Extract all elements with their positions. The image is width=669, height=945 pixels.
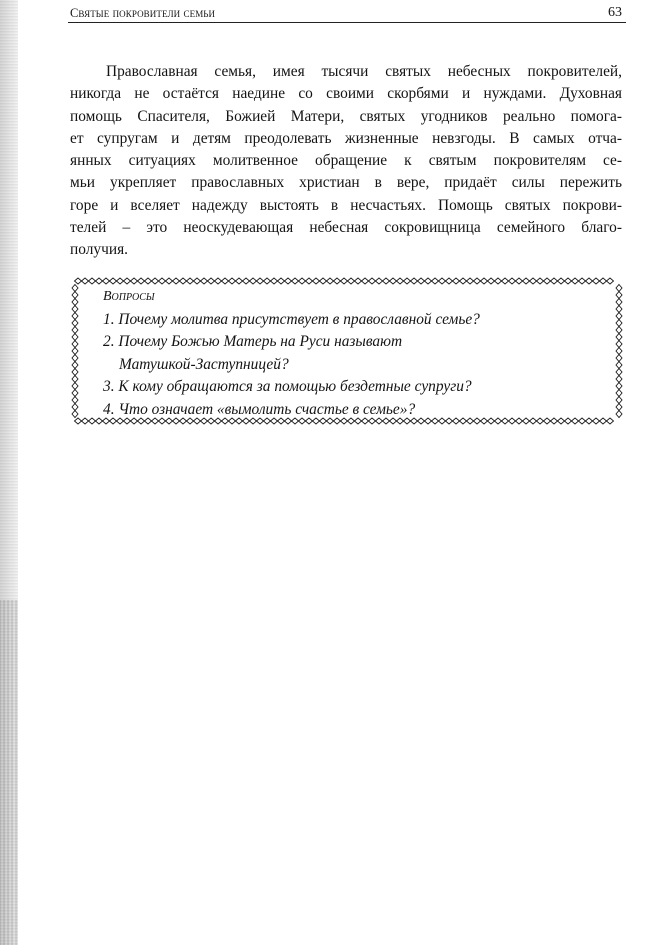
border-diamond — [593, 278, 600, 284]
border-diamond — [537, 418, 544, 424]
border-diamond — [82, 278, 89, 284]
border-diamond — [411, 278, 418, 284]
border-diamond — [383, 278, 390, 284]
border-diamond — [586, 418, 593, 424]
paragraph-line: янных ситуациях молитвенное обращение к святым покровителям се- — [70, 152, 622, 170]
border-diamond — [616, 320, 622, 327]
border-diamond — [306, 278, 313, 284]
border-diamond — [432, 278, 439, 284]
border-diamond — [369, 278, 376, 284]
questions-list — [103, 309, 480, 421]
border-diamond — [481, 278, 488, 284]
border-diamond — [488, 418, 495, 424]
border-diamond — [600, 278, 607, 284]
border-diamond — [579, 418, 586, 424]
border-diamond — [131, 278, 138, 284]
border-diamond — [72, 299, 78, 306]
border-diamond — [616, 404, 622, 411]
border-diamond — [215, 278, 222, 284]
border-diamond — [616, 299, 622, 306]
border-diamond — [72, 390, 78, 397]
border-diamond — [82, 418, 89, 424]
border-diamond — [201, 278, 208, 284]
border-diamond — [593, 418, 600, 424]
question-item: 1. Почему молитва присутствует в православной семье? — [103, 311, 480, 328]
border-diamond — [72, 306, 78, 313]
border-diamond — [509, 278, 516, 284]
paragraph-line: Православная семья, имея тысячи святых небесных покровителей, — [106, 63, 622, 80]
border-diamond — [616, 313, 622, 320]
border-diamond — [558, 418, 565, 424]
border-diamond — [551, 418, 558, 424]
border-diamond — [355, 278, 362, 284]
border-diamond — [397, 278, 404, 284]
border-diamond — [110, 278, 117, 284]
border-diamond — [530, 418, 537, 424]
border-diamond — [607, 418, 614, 424]
border-diamond — [537, 278, 544, 284]
border-diamond — [404, 278, 411, 284]
border-diamond — [334, 278, 341, 284]
border-diamond — [243, 278, 250, 284]
border-diamond — [523, 278, 530, 284]
border-diamond — [565, 278, 572, 284]
border-diamond — [467, 278, 474, 284]
border-diamond — [264, 278, 271, 284]
border-diamond — [495, 418, 502, 424]
border-diamond — [72, 404, 78, 411]
border-diamond — [616, 411, 622, 418]
border-diamond — [446, 278, 453, 284]
border-diamond — [516, 278, 523, 284]
border-diamond — [292, 278, 299, 284]
border-diamond — [222, 278, 229, 284]
border-diamond — [72, 341, 78, 348]
border-diamond — [89, 278, 96, 284]
border-diamond — [523, 418, 530, 424]
border-diamond — [616, 285, 622, 292]
question-item: 4. Что означает «вымолить счастье в семье»? — [103, 400, 416, 418]
border-diamond — [72, 376, 78, 383]
border-diamond — [362, 278, 369, 284]
border-diamond — [75, 418, 82, 424]
border-diamond — [320, 278, 327, 284]
border-diamond — [572, 278, 579, 284]
border-diamond — [558, 278, 565, 284]
border-diamond — [257, 278, 264, 284]
border-diamond — [616, 390, 622, 397]
paragraph-line: мьи укрепляет православных христиан в вере, придаёт силы пережить — [70, 174, 622, 192]
border-diamond — [159, 278, 166, 284]
border-diamond — [616, 362, 622, 369]
body-paragraph — [70, 61, 622, 262]
border-diamond — [341, 278, 348, 284]
border-diamond — [72, 362, 78, 369]
border-diamond — [616, 376, 622, 383]
paragraph-line: ет супругам и детям преодолевать жизненные невзгоды. В самых отча- — [70, 129, 622, 147]
border-diamond — [460, 278, 467, 284]
border-diamond — [229, 278, 236, 284]
border-diamond — [72, 383, 78, 390]
border-diamond — [236, 278, 243, 284]
border-diamond — [348, 278, 355, 284]
border-diamond — [103, 278, 110, 284]
border-diamond — [285, 278, 292, 284]
border-diamond — [194, 278, 201, 284]
questions-heading: Вопросы — [103, 289, 155, 304]
border-diamond — [180, 278, 187, 284]
border-diamond — [327, 278, 334, 284]
border-diamond — [72, 397, 78, 404]
border-diamond — [89, 418, 96, 424]
running-header — [68, 4, 626, 23]
border-diamond — [530, 278, 537, 284]
paragraph-line: помощь Спасителя, Божией Матери, святых угодников реально помога- — [70, 107, 622, 125]
border-diamond — [607, 278, 614, 284]
border-diamond — [376, 278, 383, 284]
border-diamond — [600, 418, 607, 424]
border-diamond — [565, 418, 572, 424]
border-diamond — [418, 278, 425, 284]
border-diamond — [166, 278, 173, 284]
question-item-continuation: Матушкой-Заступницей? — [119, 355, 289, 373]
border-diamond — [502, 418, 509, 424]
border-diamond — [271, 278, 278, 284]
border-diamond — [299, 278, 306, 284]
questions-box — [70, 276, 624, 426]
border-diamond — [72, 320, 78, 327]
border-diamond — [313, 278, 320, 284]
border-diamond — [616, 383, 622, 390]
border-diamond — [72, 369, 78, 376]
border-diamond — [502, 278, 509, 284]
border-diamond — [616, 327, 622, 334]
question-item: 2. Почему Божью Матерь на Руси называют — [103, 333, 403, 351]
border-diamond — [187, 278, 194, 284]
border-diamond — [96, 418, 103, 424]
question-item: 3. К кому обращаются за помощью бездетные супруги? — [103, 378, 472, 396]
paragraph-line: горе и вселяет надежду выстоять в несчастьях. Помощь святых покрови- — [70, 196, 622, 214]
border-diamond — [616, 369, 622, 376]
border-diamond — [544, 278, 551, 284]
paragraph-line: телей – это неоскудевающая небесная сокровищница семейного благо- — [70, 219, 622, 237]
border-diamond — [250, 278, 257, 284]
border-diamond — [586, 278, 593, 284]
border-diamond — [474, 278, 481, 284]
border-diamond — [439, 278, 446, 284]
border-diamond — [579, 278, 586, 284]
border-diamond — [152, 278, 159, 284]
border-diamond — [138, 278, 145, 284]
border-diamond — [390, 278, 397, 284]
border-diamond — [616, 355, 622, 362]
border-diamond — [616, 306, 622, 313]
border-diamond — [616, 292, 622, 299]
border-diamond — [509, 418, 516, 424]
border-diamond — [72, 292, 78, 299]
page-number: 63 — [608, 5, 622, 20]
border-diamond — [572, 418, 579, 424]
border-diamond — [616, 348, 622, 355]
border-diamond — [453, 278, 460, 284]
border-diamond — [72, 313, 78, 320]
border-diamond — [75, 278, 82, 284]
border-diamond — [481, 418, 488, 424]
border-diamond — [278, 278, 285, 284]
border-diamond — [616, 334, 622, 341]
border-diamond — [72, 334, 78, 341]
border-diamond — [72, 411, 78, 418]
border-diamond — [96, 278, 103, 284]
running-header-title: Святые покровители семьи — [70, 6, 216, 20]
border-diamond — [516, 418, 523, 424]
border-diamond — [145, 278, 152, 284]
border-diamond — [124, 278, 131, 284]
border-diamond — [117, 278, 124, 284]
border-diamond — [551, 278, 558, 284]
border-diamond — [72, 355, 78, 362]
border-diamond — [616, 341, 622, 348]
paragraph-line: никогда не остаётся наедине со своими скорбями и нуждами. Духовная — [70, 85, 622, 103]
border-diamond — [616, 397, 622, 404]
border-diamond — [72, 327, 78, 334]
border-diamond — [488, 278, 495, 284]
border-diamond — [425, 278, 432, 284]
border-diamond — [544, 418, 551, 424]
border-diamond — [495, 278, 502, 284]
scan-edge-shadow — [0, 0, 18, 945]
border-diamond — [173, 278, 180, 284]
paragraph-line: получия. — [70, 241, 129, 259]
border-diamond — [72, 285, 78, 292]
border-diamond — [72, 348, 78, 355]
border-diamond — [208, 278, 215, 284]
